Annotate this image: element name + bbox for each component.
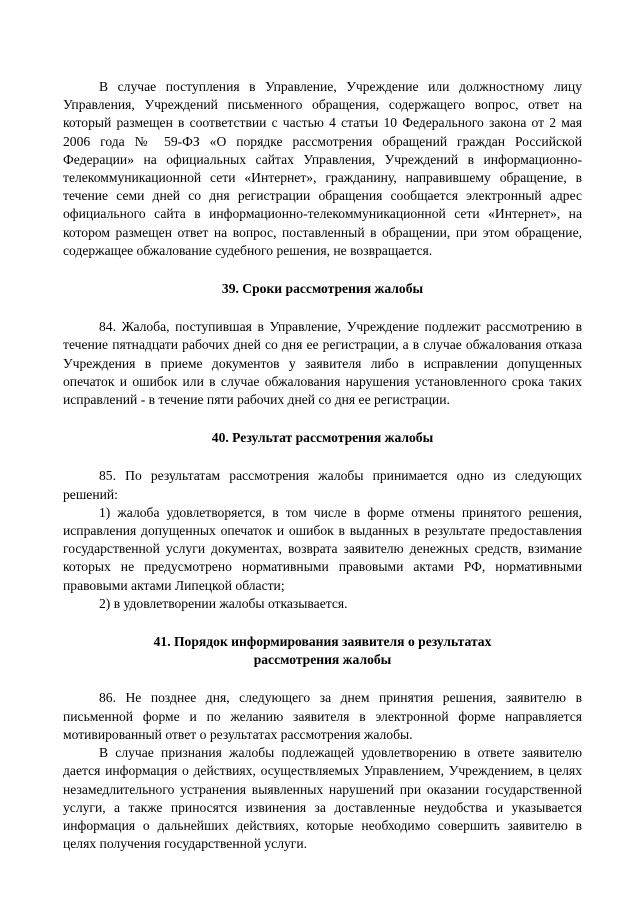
paragraph-intro: В случае поступления в Управление, Учреждение или должностному лицу Управления, Учреждений письменного обращения, содержащего вопрос, ответ на который размещен в соответствии с частью 4 статьи 10 Федерального закона от 2 мая 2006 года № 59-ФЗ «О порядке рассмотрения обращений граждан Российской Федерации» на официальных сайтах Управления, Учреждений в информационно-телекоммуникационной сети «Интернет», гражданину, направившему обращение, в течение семи дней со дня регистрации обращения сообщается электронный адрес официального сайта в информационно-телекоммуникационной сети «Интернет», на котором размещен ответ на вопрос, поставленный в обращении, при этом обращение, содержащее обжалование судебного решения, не возвращается. xyxy=(63,79,582,258)
section-heading-39: 39. Сроки рассмотрения жалобы xyxy=(221,281,424,297)
paragraph-86-continued: В случае признания жалобы подлежащей удовлетворению в ответе заявителю дается информация о действиях, осуществляемых Управлением, Учреждением, в целях незамедлительного устранения выявленных нарушений при оказании государственной услуги, а также приносятся извинения за доставленные неудобства и указывается информация о дальнейших действиях, которые необходимо совершить заявителю в целях получения государственной услуги. xyxy=(63,745,582,852)
paragraph-85: 85. По результатам рассмотрения жалобы принимается одно из следующих решений: xyxy=(63,468,582,502)
section-heading-41 xyxy=(63,633,582,669)
paragraph-84: 84. Жалоба, поступившая в Управление, Учреждение подлежит рассмотрению в течение пятнадцати рабочих дней со дня ее регистрации, а в случае обжалования отказа Учреждения в приеме документов у заявителя либо в исправлении допущенных опечаток и ошибок или в случае обжалования нарушения установленного срока таких исправлений - в течение пяти рабочих дней со дня ее регистрации. xyxy=(63,319,582,408)
paragraph-85-item-1: 1) жалоба удовлетворяется, в том числе в форме отмены принятого решения, исправления допущенных опечаток и ошибок в выданных в результате предоставления государственной услуги документах, возврата заявителю денежных средств, взимание которых не предусмотрено нормативными правовыми актами РФ, нормативными правовыми актами Липецкой области; xyxy=(63,504,582,593)
section-heading-41-line-1: 41. Порядок информирования заявителя о результатах xyxy=(153,634,492,650)
section-heading-41-line-2: рассмотрения жалобы xyxy=(253,652,392,668)
paragraph-85-item-2: 2) в удовлетворении жалобы отказывается. xyxy=(99,595,348,611)
paragraph-86: 86. Не позднее дня, следующего за днем принятия решения, заявителю в письменной форме и по желанию заявителя в электронной форме направляется мотивированный ответ о результатах рассмотрения жалобы. xyxy=(63,690,582,742)
section-heading-40: 40. Результат рассмотрения жалобы xyxy=(211,430,434,446)
